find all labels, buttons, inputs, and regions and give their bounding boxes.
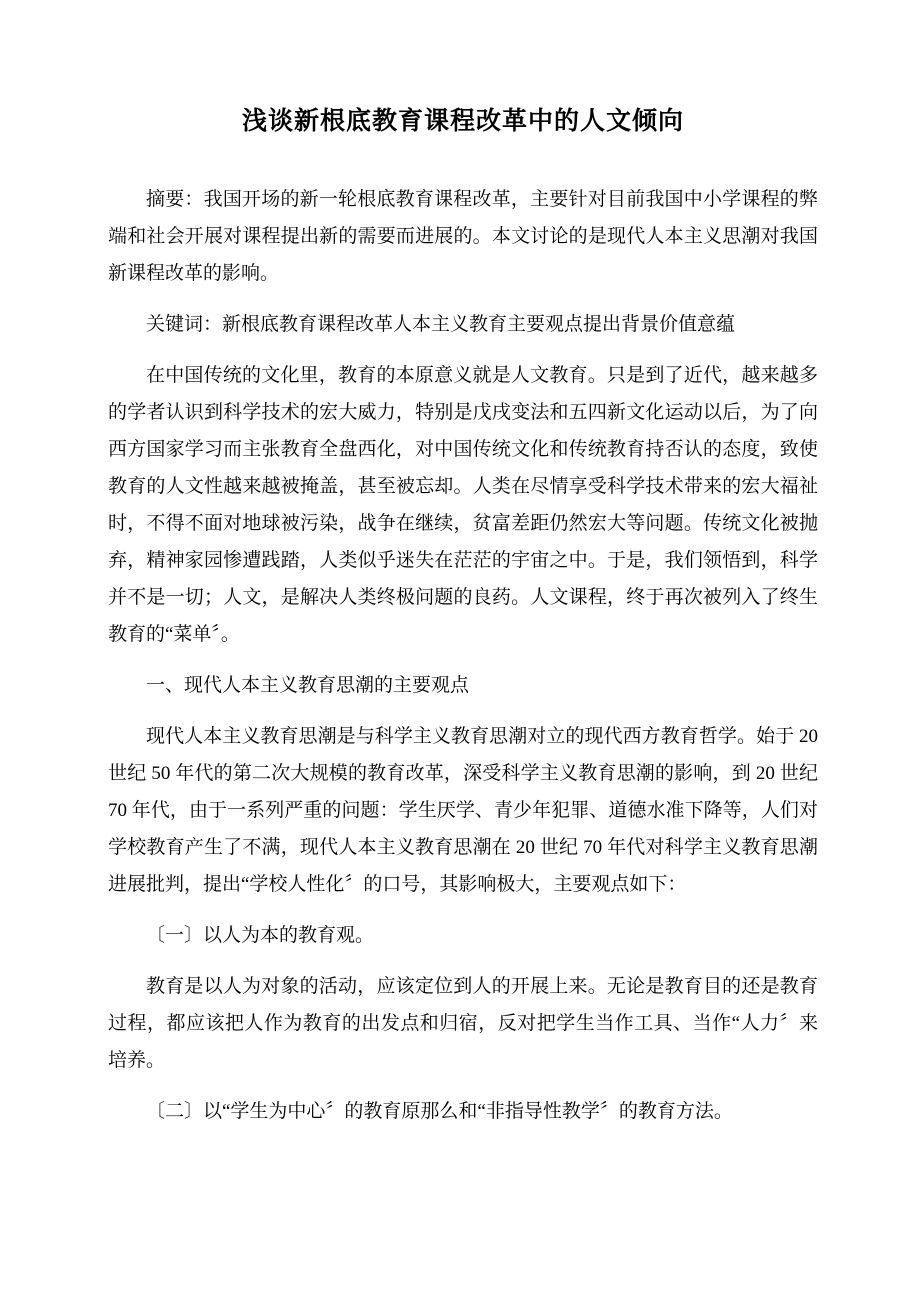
body-paragraph-humanism: 现代人本主义教育思潮是与科学主义教育思潮对立的现代西方教育哲学。始于 20 世纪 50 年代的第二次大规模的教育改革，深受科学主义教育思潮的影响，到 20 世纪 70 年代，由于一系列严重的问题：学生厌学、青少年犯罪、道德水准下降等，人们对学校教育产生了不满，现代人本主义教育思潮在 20 世纪 70 年代对科学主义教育思潮进展批判，提出“学校人性化〞的口号，其影响极大，主要观点如下： bbox=[108, 726, 818, 895]
keywords-line: 关键词：新根底教育课程改革人本主义教育主要观点提出背景价值意蕴 bbox=[146, 314, 736, 335]
document-title: 浅谈新根底教育课程改革中的人文倾向 bbox=[241, 108, 684, 135]
body-paragraph-education-view: 教育是以人为对象的活动，应该定位到人的开展上来。无论是教育目的还是教育过程，都应该把人作为教育的出发点和归宿，反对把学生当作工具、当作“人力〞来培养。 bbox=[108, 976, 818, 1071]
subsection-heading-1: 〔一〕以人为本的教育观。 bbox=[146, 925, 375, 946]
section-heading-1: 一、现代人本主义教育思潮的主要观点 bbox=[146, 675, 470, 696]
subsection-heading-2: 〔二〕以“学生为中心〞的教育原那么和“非指导性教学〞的教育方法。 bbox=[146, 1101, 733, 1122]
body-paragraph-intro: 在中国传统的文化里，教育的本原意义就是人文教育。只是到了近代，越来越多的学者认识到科学技术的宏大威力，特别是戊戌变法和五四新文化运动以后，为了向西方国家学习而主张教育全盘西化，对中国传统文化和传统教育持否认的态度，致使教育的人文性越来越被掩盖，甚至被忘却。人类在尽情享受科学技术带来的宏大福祉时，不得不面对地球被污染，战争在继续，贫富差距仍然宏大等问题。传统文化被抛弃，精神家园惨遭践踏，人类似乎迷失在茫茫的宇宙之中。于是，我们领悟到，科学并不是一切；人文，是解决人类终极问题的良药。人文课程，终于再次被列入了终生教育的“菜单〞。 bbox=[108, 365, 818, 645]
abstract-paragraph: 摘要：我国开场的新一轮根底教育课程改革，主要针对目前我国中小学课程的弊端和社会开展对课程提出新的需要而进展的。本文讨论的是现代人本主义思潮对我国新课程改革的影响。 bbox=[108, 189, 818, 284]
